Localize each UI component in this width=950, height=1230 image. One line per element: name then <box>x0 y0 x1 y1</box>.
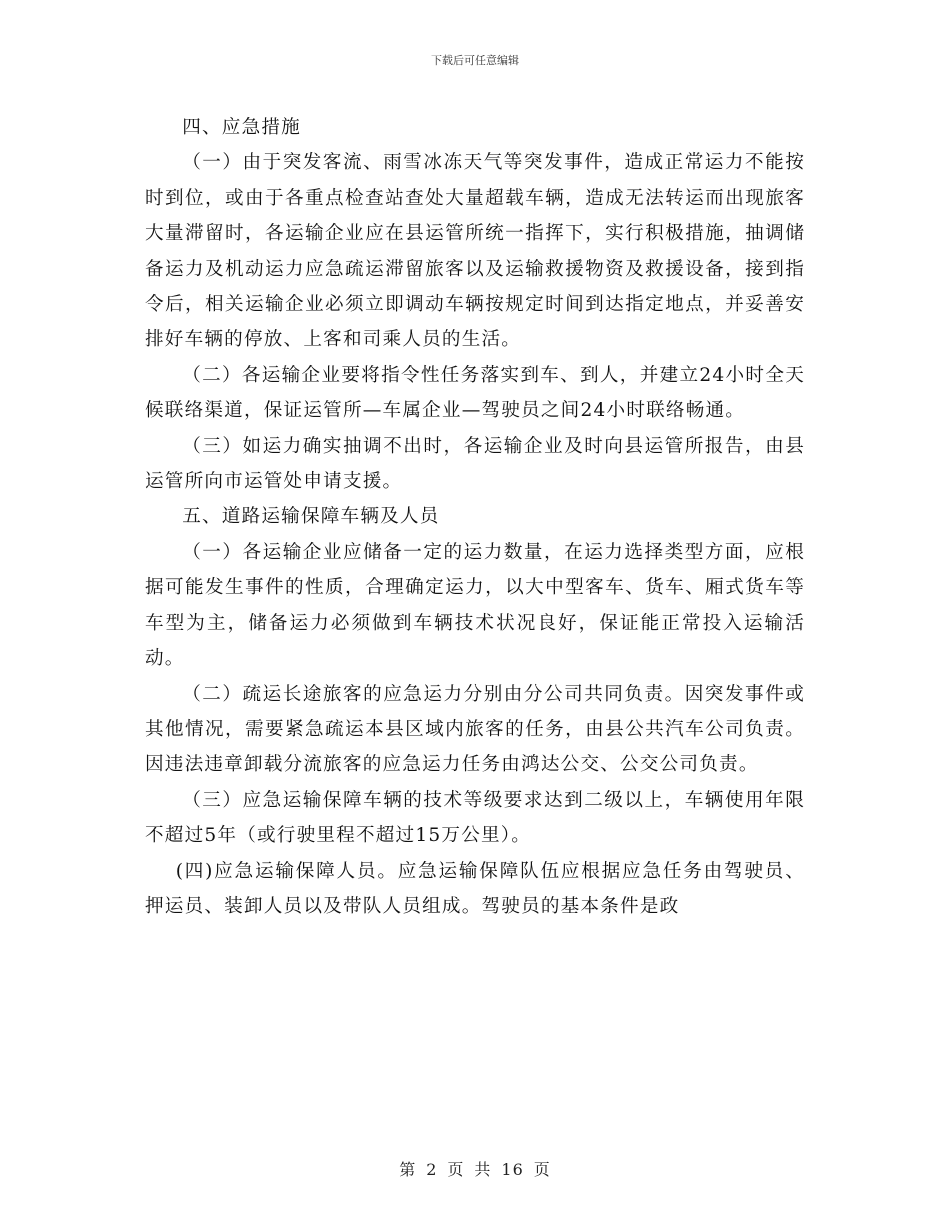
document-body <box>145 110 805 924</box>
footer-page-word: 页 <box>447 1160 465 1179</box>
paragraph: （二）疏运长途旅客的应急运力分别由分公司共同负责。因突发事件或其他情况，需要紧急疏运本县区域内旅客的任务，由县公共汽车公司负责。因违法违章卸载分流旅客的应急运力任务由鸿达公交、公交公司负责。 <box>145 683 805 776</box>
footer-page-number: 2 <box>426 1160 438 1179</box>
page-footer <box>0 1157 950 1180</box>
paragraph: （一）由于突发客流、雨雪冰冻天气等突发事件，造成正常运力不能按时到位，或由于各重点检查站查处大量超载车辆，造成无法转运而出现旅客大量滞留时，各运输企业应在县运管所统一指挥下，实行积极措施，抽调储备运力及机动运力应急疏运滞留旅客以及运输救援物资及救援设备，接到指令后，相关运输企业必须立即调动车辆按规定时间到达指定地点，并妥善安排好车辆的停放、上客和司乘人员的生活。 <box>145 152 805 351</box>
header-note: 下载后可任意编辑 <box>431 54 519 67</box>
footer-prefix: 第 <box>399 1160 417 1179</box>
paragraph: （三）应急运输保障车辆的技术等级要求达到二级以上，车辆使用年限不超过5年（或行驶里程不超过15万公里）。 <box>145 789 805 847</box>
paragraph: (四)应急运输保障人员。应急运输保障队伍应根据应急任务由驾驶员、押运员、装卸人员以及带队人员组成。驾驶员的基本条件是政 <box>145 860 805 917</box>
footer-suffix: 页 <box>533 1160 551 1179</box>
paragraph: （一）各运输企业应储备一定的运力数量，在运力选择类型方面，应根据可能发生事件的性质，合理确定运力，以大中型客车、货车、厢式货车等车型为主，储备运力必须做到车辆技术状况良好，保证能正常投入运输活动。 <box>145 541 805 670</box>
paragraph: （三）如运力确实抽调不出时，各运输企业及时向县运管所报告，由县运管所向市运管处申请支援。 <box>145 435 805 493</box>
footer-total-word: 共 <box>474 1160 492 1179</box>
section-heading: 四、应急措施 <box>182 117 301 138</box>
footer-total-pages: 16 <box>501 1160 524 1179</box>
section-heading: 五、道路运输保障车辆及人员 <box>182 506 440 528</box>
paragraph: （二）各运输企业要将指令性任务落实到车、到人，并建立24小时全天候联络渠道，保证运管所—车属企业—驾驶员之间24小时联络畅通。 <box>145 364 805 422</box>
